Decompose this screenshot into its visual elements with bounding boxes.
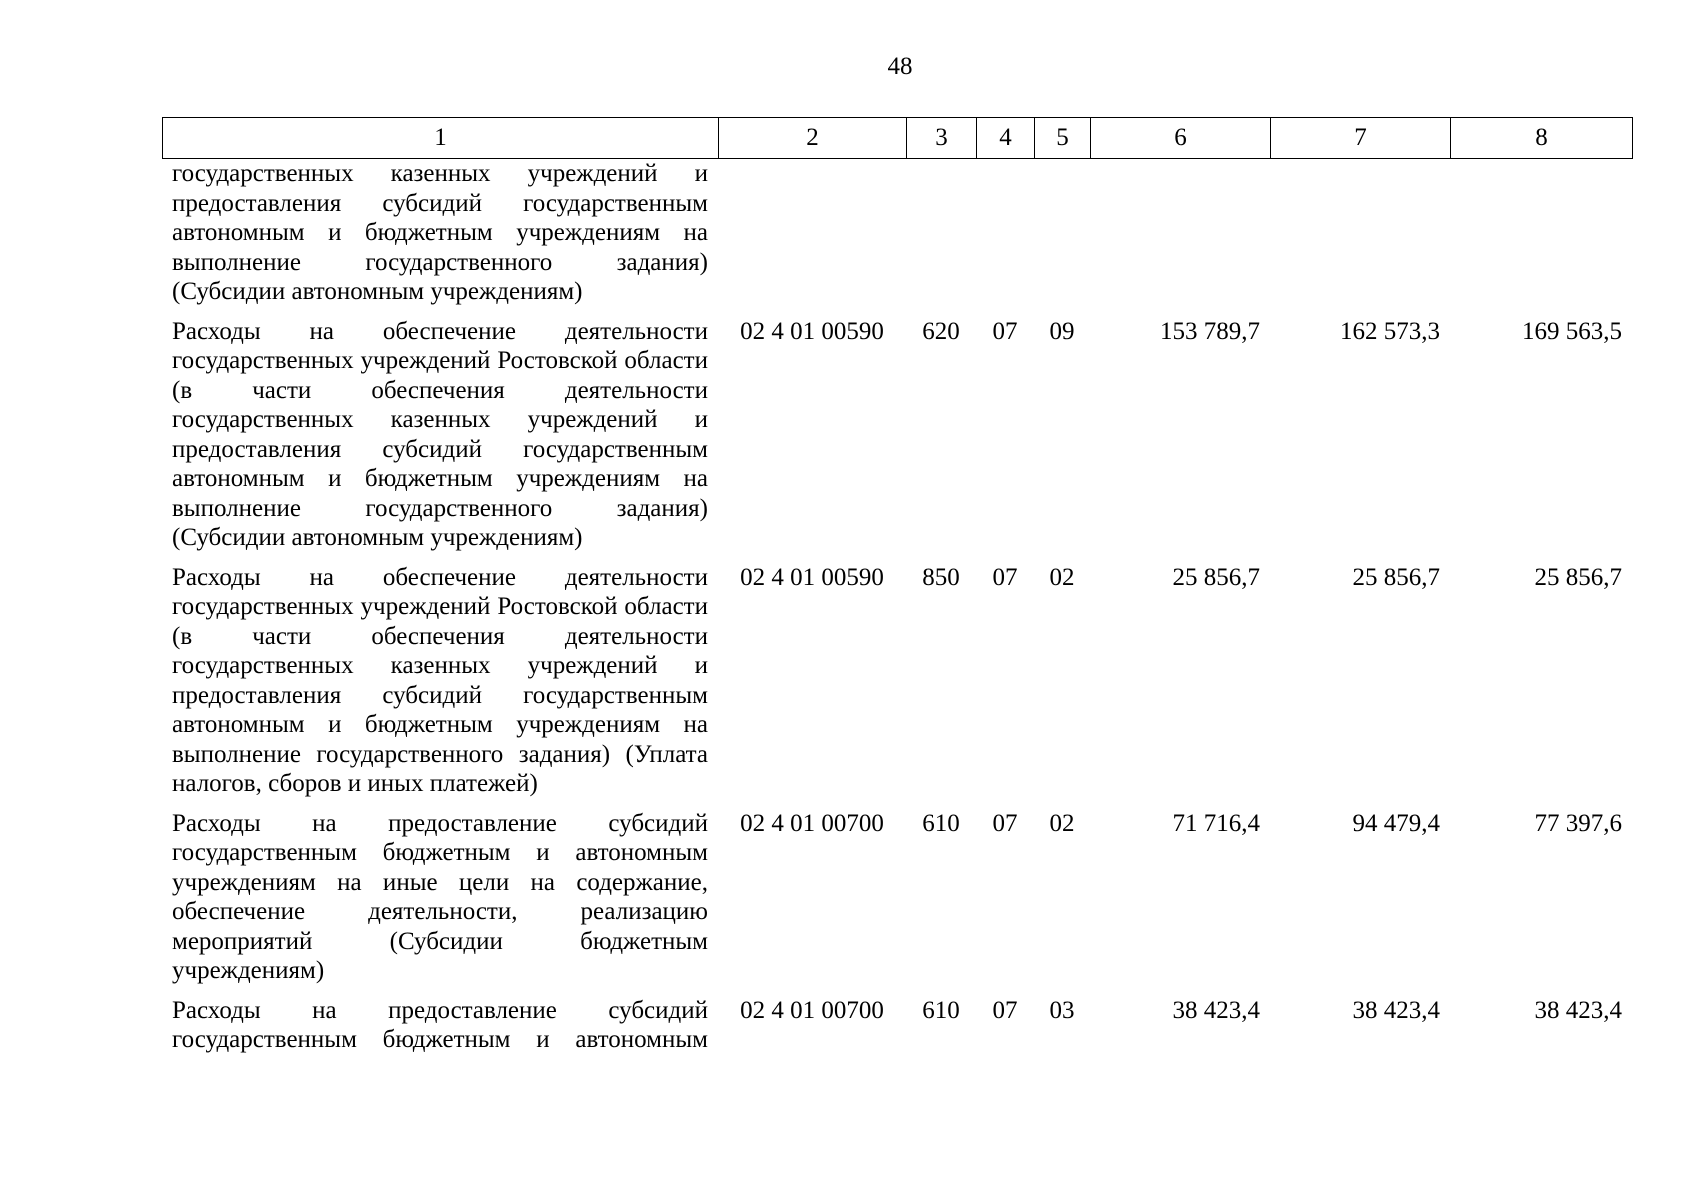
table-row: [162, 809, 1632, 996]
row-pr: 09: [1049, 317, 1075, 345]
row-year-3: [1450, 159, 1632, 317]
row-rz: 07: [992, 563, 1018, 591]
row-year-3: 25 856,7: [1534, 563, 1622, 591]
row-year-1: 71 716,4: [1172, 809, 1260, 837]
row-year-2: 38 423,4: [1352, 996, 1440, 1024]
row-csr: 02 4 01 00590: [740, 317, 884, 345]
row-csr: 02 4 01 00590: [740, 563, 884, 591]
header-col-6: 6: [1091, 118, 1271, 159]
row-rz: 07: [992, 317, 1018, 345]
row-year-1: [1090, 159, 1270, 317]
row-csr: 02 4 01 00700: [740, 996, 884, 1024]
page-number: 48: [887, 53, 913, 80]
table-header: [162, 117, 1633, 159]
row-rz: [976, 159, 1034, 317]
header-col-2: 2: [719, 118, 907, 159]
row-description: Расходы на предоставление субсидий государственным бюджетным и автономным: [172, 996, 708, 1053]
header-col-7: 7: [1271, 118, 1451, 159]
table-row: [162, 996, 1632, 1065]
row-description: Расходы на предоставление субсидий государственным бюджетным и автономным учреждениям на иные цели на содержание, обеспечение деятельности, реализацию мероприятий (Субсидии бюджетным учреждениям): [172, 809, 708, 984]
row-year-3: 38 423,4: [1534, 996, 1622, 1024]
row-csr: [718, 159, 906, 317]
row-pr: 02: [1049, 563, 1075, 591]
row-vr: 850: [922, 563, 960, 591]
table-row: [162, 563, 1632, 809]
row-description: Расходы на обеспечение деятельности государственных учреждений Ростовской области (в части обеспечения деятельности государственных казенных учреждений и предоставления субсидий государственным автономным и бюджетным учреждениям на выполнение государственного задания) (Уплата налогов, сборов и иных платежей): [172, 563, 708, 797]
row-year-2: [1270, 159, 1450, 317]
row-rz: 07: [992, 996, 1018, 1024]
row-vr: 610: [922, 809, 960, 837]
header-col-3: 3: [907, 118, 977, 159]
row-vr: [906, 159, 976, 317]
row-year-3: 77 397,6: [1534, 809, 1622, 837]
header-col-1: 1: [163, 118, 719, 159]
row-csr: 02 4 01 00700: [740, 809, 884, 837]
row-description: государственных казенных учреждений и предоставления субсидий государственным автономным и бюджетным учреждениям на выполнение государственного задания) (Субсидии автономным учреждениям): [172, 160, 708, 305]
row-year-2: 94 479,4: [1352, 809, 1440, 837]
row-pr: 03: [1049, 996, 1075, 1024]
row-vr: 610: [922, 996, 960, 1024]
row-year-1: 38 423,4: [1172, 996, 1260, 1024]
header-col-5: 5: [1035, 118, 1091, 159]
table-row: [162, 317, 1632, 563]
table-row: [162, 159, 1632, 317]
row-year-3: 169 563,5: [1522, 317, 1622, 345]
row-pr: [1034, 159, 1090, 317]
row-description: Расходы на обеспечение деятельности государственных учреждений Ростовской области (в части обеспечения деятельности государственных казенных учреждений и предоставления субсидий государственным автономным и бюджетным учреждениям на выполнение государственного задания) (Субсидии автономным учреждениям): [172, 317, 708, 551]
row-year-2: 162 573,3: [1340, 317, 1440, 345]
row-vr: 620: [922, 317, 960, 345]
row-year-1: 153 789,7: [1160, 317, 1260, 345]
table-body: [162, 159, 1632, 1065]
row-year-1: 25 856,7: [1172, 563, 1260, 591]
row-pr: 02: [1049, 809, 1075, 837]
row-rz: 07: [992, 809, 1018, 837]
header-col-8: 8: [1451, 118, 1633, 159]
header-col-4: 4: [977, 118, 1035, 159]
row-year-2: 25 856,7: [1352, 563, 1440, 591]
